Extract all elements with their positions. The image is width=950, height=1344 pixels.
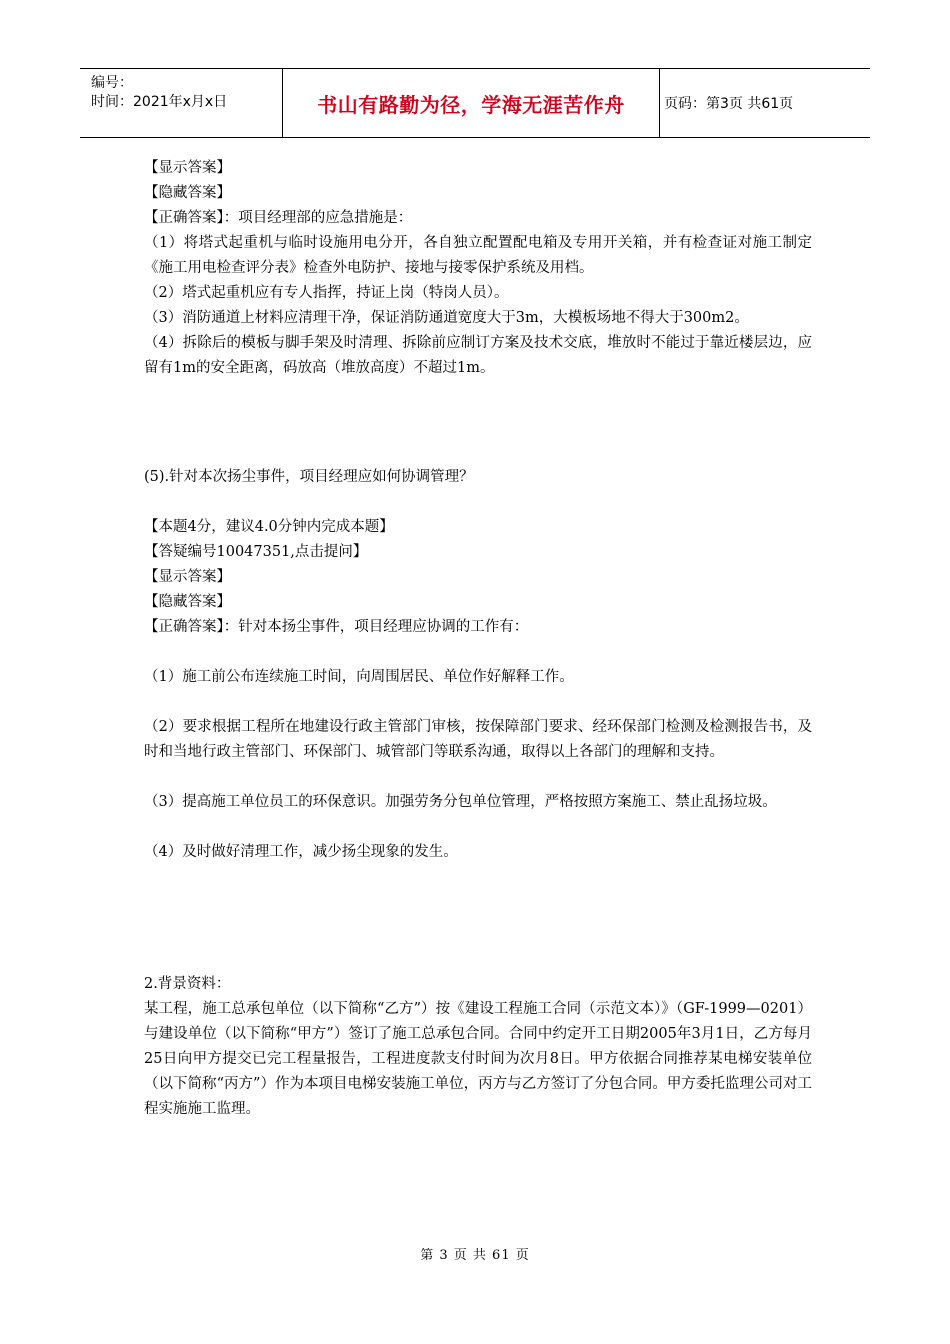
spacer	[144, 690, 812, 715]
spacer	[144, 640, 812, 665]
answer-heading: 【正确答案】：针对本扬尘事件，项目经理应协调的工作有：	[144, 619, 529, 635]
ask-question-link[interactable]: 【答疑编号10047351,点击提问】	[144, 544, 368, 560]
question-5: (5).针对本次扬尘事件，项目经理应如何协调管理？	[144, 469, 474, 485]
background-title: 2.背景资料：	[144, 976, 231, 992]
document-body	[144, 156, 812, 1122]
answer-item-2: （2）要求根据工程所在地建设行政主管部门审核，按保障部门要求、经环保部门检测及检测报告书，及时和当地行政主管部门、环保部门、城管部门等联系沟通，取得以上各部门的理解和支持。	[144, 719, 812, 760]
answer-item-3: （3）提高施工单位员工的环保意识。加强劳务分包单位管理，严格按照方案施工、禁止乱扬垃圾。	[144, 794, 777, 810]
answer-item-4: （4）拆除后的模板与脚手架及时清理、拆除前应制订方案及技术交底，堆放时不能过于靠近楼层边，应留有1m的安全距离，码放高（堆放高度）不超过1m。	[144, 335, 812, 376]
spacer	[144, 765, 812, 790]
spacer	[144, 815, 812, 840]
spacer	[144, 490, 812, 515]
show-answer-link[interactable]: 【显示答案】	[144, 160, 231, 176]
question-score: 【本题4分，建议4.0分钟内完成本题】	[144, 519, 394, 535]
header-motto-cell	[283, 69, 660, 137]
header-page-code: 页码：第3页 共61页	[664, 96, 794, 112]
document-number-label: 编号：	[91, 75, 133, 91]
spacer	[144, 865, 812, 972]
answer-item-1: （1）施工前公布连续施工时间，向周围居民、单位作好解释工作。	[144, 669, 574, 685]
answer-item-1: （1）将塔式起重机与临时设施用电分开，各自独立配置配电箱及专用开关箱，并有检查证对施工制定《施工用电检查评分表》检查外电防护、接地与接零保护系统及用档。	[144, 235, 812, 276]
document-time-label: 时间：2021年x月x日	[91, 94, 228, 110]
page-footer: 第 3 页 共 61 页	[420, 1248, 530, 1263]
header-motto: 书山有路勤为径，学海无涯苦作舟	[317, 92, 625, 117]
answer-item-3: （3）消防通道上材料应清理干净，保证消防通道宽度大于3m，大模板场地不得大于300m2。	[144, 310, 749, 326]
answer-heading: 【正确答案】：项目经理部的应急措施是：	[144, 210, 413, 226]
show-answer-link[interactable]: 【显示答案】	[144, 569, 231, 585]
page-header	[80, 68, 870, 138]
header-left-cell	[80, 69, 283, 137]
answer-item-4: （4）及时做好清理工作，减少扬尘现象的发生。	[144, 844, 458, 860]
background-text: 某工程，施工总承包单位（以下简称“乙方”）按《建设工程施工合同（示范文本）》（GF-1999—0201）与建设单位（以下简称“甲方”）签订了施工总承包合同。合同中约定开工日期2005年3月1日，乙方每月25日向甲方提交已完工程量报告，工程进度款支付时间为次月8日。甲方依据合同推荐某电梯安装单位（以下简称“丙方”）作为本项目电梯安装施工单位，丙方与乙方签订了分包合同。甲方委托监理公司对工程实施施工监理。	[144, 1001, 812, 1117]
spacer	[144, 381, 812, 465]
hide-answer-link[interactable]: 【隐藏答案】	[144, 185, 231, 201]
hide-answer-link[interactable]: 【隐藏答案】	[144, 594, 231, 610]
answer-item-2: （2）塔式起重机应有专人指挥，持证上岗（特岗人员）。	[144, 285, 509, 301]
